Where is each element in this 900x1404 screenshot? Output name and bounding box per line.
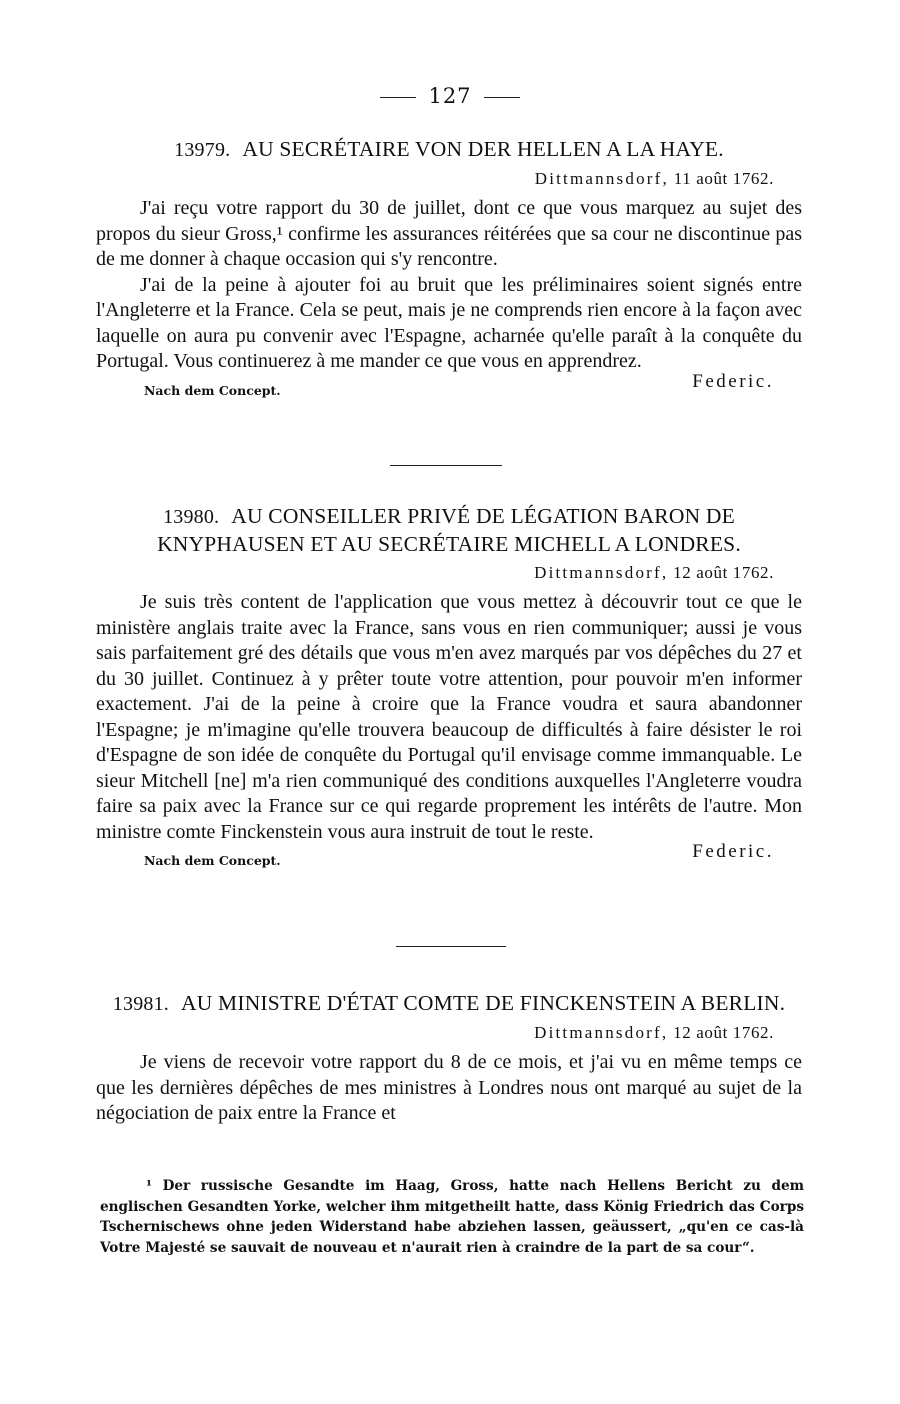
letter-dateline [96, 562, 802, 584]
letter-number: 13981. [112, 993, 169, 1015]
letter-number: 13979. [174, 139, 231, 161]
source-note: Nach dem Concept. [144, 382, 281, 398]
letter-title: AU MINISTRE D'ÉTAT COMTE DE FINCKENSTEIN A BERLIN. [181, 991, 786, 1015]
letter-paragraph: J'ai reçu votre rapport du 30 de juillet, dont ce que vous marquez au sujet des propos du sieur Gross,¹ confirme les assurances réitérées que sa cour ne discontinue pas de me donner à chaque occasion qui s'y rencontre. [96, 197, 802, 270]
letter-heading [96, 990, 802, 1018]
letter-date: 12 août 1762. [673, 563, 774, 582]
letter-date: 11 août 1762. [673, 169, 774, 188]
letter-dateline [96, 1022, 802, 1044]
letter-closing [96, 841, 802, 873]
page-number-dash-left [380, 97, 416, 98]
letter-place: Dittmannsdorf, [534, 169, 669, 188]
letter-heading [96, 136, 802, 164]
footnote: ¹ Der russische Gesandte im Haag, Gross, hatte nach Hellens Bericht zu dem englischen Gesandten Yorke, welcher ihm mitgetheilt hatte, dass König Friedrich das Corps Tschernischews ohne jeden Widerstand habe abziehen lassen, geäussert, „qu'en ce cas-là Votre Majesté se sauvait de nouveau et n'aurait rien à craindre de la part de sa cour“. [100, 1178, 804, 1256]
page-number-dash-right [484, 97, 520, 98]
letter-paragraph: Je viens de recevoir votre rapport du 8 de ce mois, et j'ai vu en même temps ce que les dernières dépêches de mes ministres à Londres nous ont marqué au sujet de la négociation de paix entre la France et [96, 1051, 802, 1124]
letter-date: 12 août 1762. [673, 1023, 774, 1042]
letter-13980 [96, 503, 802, 873]
letter-place: Dittmannsdorf, [534, 1023, 669, 1042]
section-divider [396, 946, 506, 947]
signature: Federic. [692, 841, 774, 862]
letter-place: Dittmannsdorf, [534, 563, 669, 582]
section-divider [390, 465, 502, 466]
letter-13981 [96, 990, 802, 1127]
letter-title: AU SECRÉTAIRE VON DER HELLEN A LA HAYE. [242, 137, 724, 161]
letter-dateline [96, 168, 802, 190]
page-number: 127 [428, 84, 472, 108]
letter-title: AU CONSEILLER PRIVÉ DE LÉGATION BARON DE KNYPHAUSEN ET AU SECRÉTAIRE MICHELL A LONDRES. [157, 504, 741, 556]
letter-closing [96, 370, 802, 403]
signature: Federic. [692, 370, 774, 392]
letter-13979 [96, 136, 802, 403]
source-note: Nach dem Concept. [144, 853, 281, 868]
letter-paragraph: J'ai de la peine à ajouter foi au bruit que les préliminaires soient signés entre l'Angleterre et la France. Cela se peut, mais je ne comprends rien encore à la façon avec laquelle on aura pu convenir avec l'Espagne, acharnée qu'elle paraît à la conquête du Portugal. Vous continuerez à me mander ce que vous en apprendrez. [96, 273, 802, 372]
letter-number: 13980. [163, 506, 220, 528]
page-number-line [0, 84, 900, 108]
letter-paragraph: Je suis très content de l'application que vous mettez à découvrir tout ce que le ministère anglais traite avec la France, sans vous en rien communiquer; aussi je vous sais parfaitement gré des détails que vous m'en avez marqués par vos dépêches du 27 et du 30 juillet. Continuez à y prêter toute votre attention, pour pouvoir m'en informer exactement. J'ai de la peine à croire que la France voudra et saura abandonner l'Espagne; je m'imagine qu'elle trouvera beaucoup de difficultés à faire désister le roi d'Espagne de son idée de conquête du Portugal qu'il envisage comme immanquable. Le sieur Mitchell [ne] m'a rien communiqué des conditions auxquelles l'Angleterre voudra faire sa paix avec la France sur ce qui regarde proprement les intérêts de l'autre. Mon ministre comte Finckenstein vous aura instruit de tout le reste. [96, 591, 802, 843]
letter-heading [96, 503, 802, 558]
